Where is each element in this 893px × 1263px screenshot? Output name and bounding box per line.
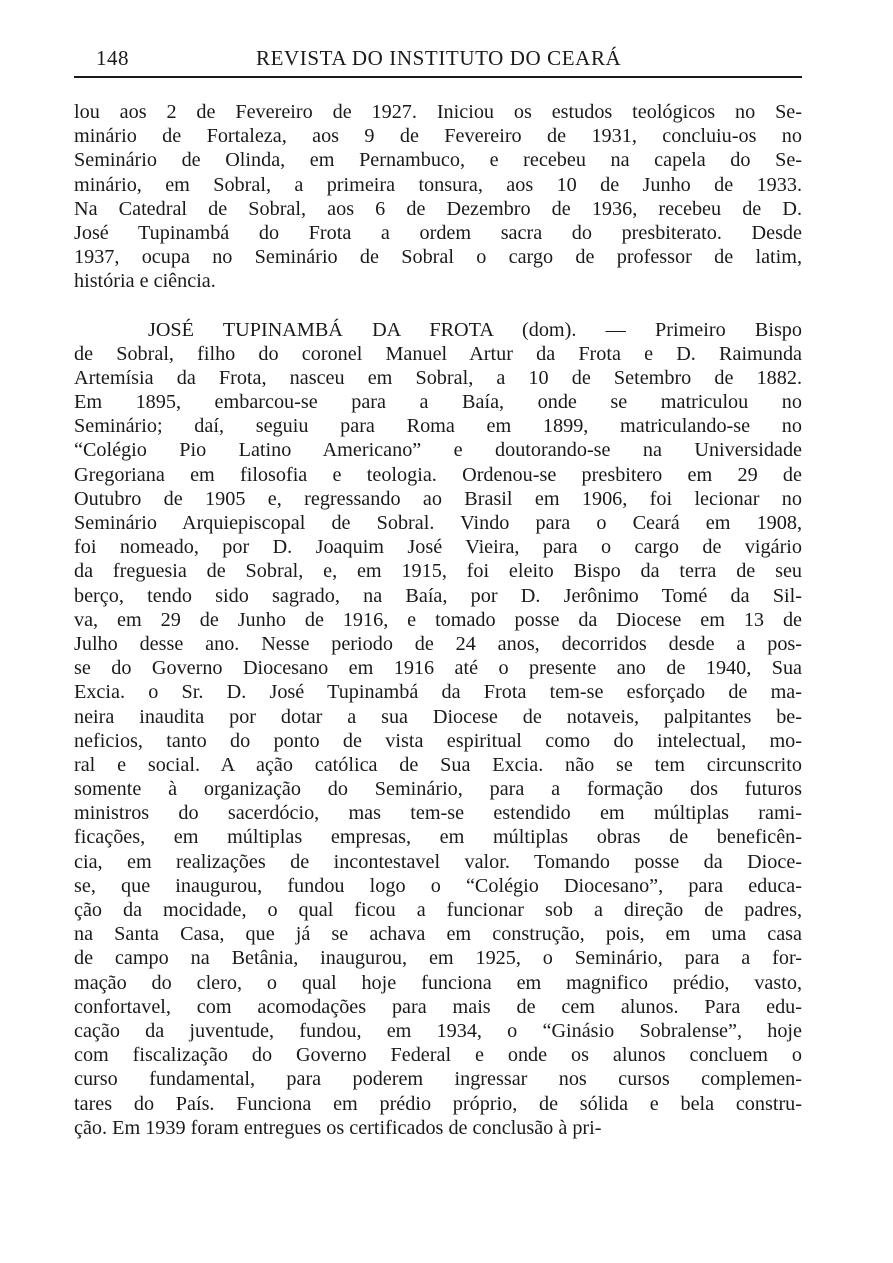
text-line: mação do clero, o qual hoje funciona em magnifico prédio, vasto, [74, 971, 802, 994]
text-line: de Sobral, filho do coronel Manuel Artur da Frota e D. Raimunda [74, 342, 802, 365]
text-line: ministros do sacerdócio, mas tem-se estendido em múltiplas rami- [74, 802, 802, 825]
text-line: minário, em Sobral, a primeira tonsura, aos 10 de Junho de 1933. [74, 173, 802, 196]
header-rule [74, 76, 802, 78]
text-line: da freguesia de Sobral, e, em 1915, foi eleito Bispo da terra de seu [74, 560, 802, 583]
paragraph-gap [74, 294, 802, 318]
text-line: Em 1895, embarcou-se para a Baía, onde se matriculou no [74, 391, 802, 414]
text-line: ral e social. A ação católica de Sua Excia. não se tem circunscrito [74, 753, 802, 776]
text-line: ção da mocidade, o qual ficou a funcionar sob a direção de padres, [74, 899, 802, 921]
text-line: Gregoriana em filosofia e teologia. Ordenou-se presbitero em 29 de [74, 463, 802, 486]
paragraph [74, 318, 802, 1140]
text-line: tares do País. Funciona em prédio próprio, de sólida e bela constru- [74, 1092, 802, 1115]
text-line: José Tupinambá do Frota a ordem sacra do presbiterato. Desde [74, 221, 802, 244]
text-line: cação da juventude, fundou, em 1934, o “Ginásio Sobralense”, hoje [74, 1019, 802, 1042]
text-line: Artemísia da Frota, nasceu em Sobral, a 10 de Setembro de 1882. [74, 366, 802, 389]
text-line: minário de Fortaleza, aos 9 de Fevereiro de 1931, concluiu-os no [74, 125, 802, 148]
text-line: com fiscalização do Governo Federal e onde os alunos concluem o [74, 1044, 802, 1067]
text-line: curso fundamental, para poderem ingressar nos cursos complemen- [74, 1068, 802, 1091]
text-line: confortavel, com acomodações para mais de cem alunos. Para edu- [74, 995, 802, 1018]
text-line: 1937, ocupa no Seminário de Sobral o cargo de professor de latim, [74, 246, 802, 269]
page-number: 148 [96, 46, 129, 70]
text-line: Julho desse ano. Nesse periodo de 24 anos, decorridos desde a pos- [74, 632, 802, 655]
text-line: foi nomeado, por D. Joaquim José Vieira, para o cargo de vigário [74, 536, 802, 559]
text-line: Seminário; daí, seguiu para Roma em 1899, matriculando-se no [74, 415, 802, 438]
text-line: se do Governo Diocesano em 1916 até o presente ano de 1940, Sua [74, 657, 802, 680]
text-line: neficios, tanto do ponto de vista espiritual como do intelectual, mo- [74, 729, 802, 752]
text-line: Seminário de Olinda, em Pernambuco, e recebeu na capela do Se- [74, 149, 802, 172]
text-line: berço, tendo sido sagrado, na Baía, por D. Jerônimo Tomé da Sil- [74, 584, 802, 607]
text-line: va, em 29 de Junho de 1916, e tomado posse da Diocese em 13 de [74, 608, 802, 631]
text-line: Seminário Arquiepiscopal de Sobral. Vindo para o Ceará em 1908, [74, 512, 802, 534]
page-header [74, 46, 802, 74]
text-line: cia, em realizações de incontestavel valor. Tomando posse da Dioce- [74, 850, 802, 873]
running-title: REVISTA DO INSTITUTO DO CEARÁ [256, 46, 622, 70]
text-line: lou aos 2 de Fevereiro de 1927. Iniciou os estudos teológicos no Se- [74, 101, 802, 123]
text-line: ficações, em múltiplas empresas, em múltiplas obras de beneficên- [74, 826, 802, 849]
text-line: na Santa Casa, que já se achava em construção, pois, em uma casa [74, 923, 802, 946]
body-text [74, 100, 802, 1140]
text-line: Excia. o Sr. D. José Tupinambá da Frota tem-se esforçado de ma- [74, 681, 802, 704]
text-line: Outubro de 1905 e, regressando ao Brasil em 1906, foi lecionar no [74, 487, 802, 510]
text-line: se, que inaugurou, fundou logo o “Colégio Diocesano”, para educa- [74, 874, 802, 897]
text-line: JOSÉ TUPINAMBÁ DA FROTA (dom). — Primeiro Bispo [148, 318, 802, 341]
text-line: “Colégio Pio Latino Americano” e doutorando-se na Universidade [74, 439, 802, 462]
text-line: de campo na Betânia, inaugurou, em 1925, o Seminário, para a for- [74, 947, 802, 970]
paragraph [74, 100, 802, 294]
text-line: história e ciência. [74, 270, 216, 293]
text-line: Na Catedral de Sobral, aos 6 de Dezembro de 1936, recebeu de D. [74, 197, 802, 220]
text-line: somente à organização do Seminário, para a formação dos futuros [74, 778, 802, 801]
text-line: ção. Em 1939 foram entregues os certificados de conclusão à pri- [74, 1116, 602, 1139]
text-line: neira inaudita por dotar a sua Diocese de notaveis, palpitantes be- [74, 705, 802, 728]
